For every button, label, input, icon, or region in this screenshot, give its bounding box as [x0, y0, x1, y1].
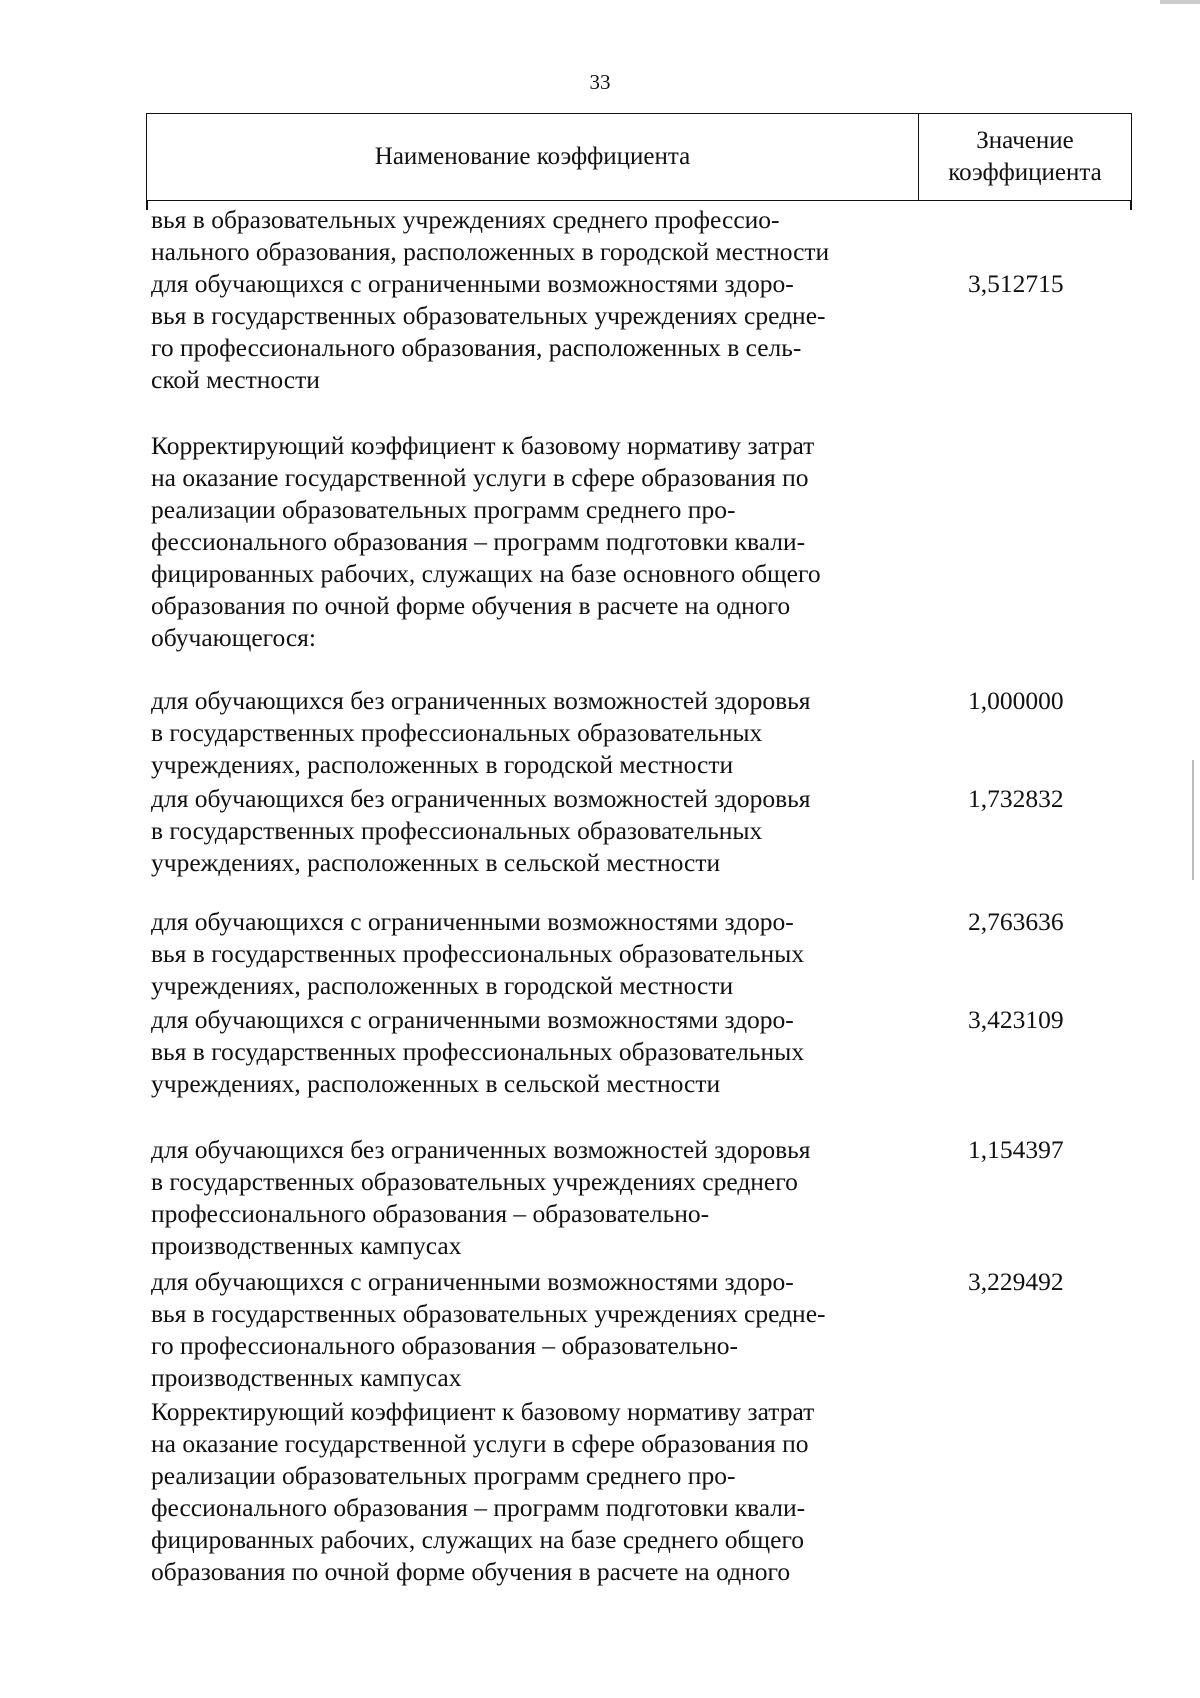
row-value: 3,229492	[968, 1267, 1064, 1296]
row-value: 3,423109	[968, 1005, 1064, 1034]
row-text: для обучающихся без ограниченных возможностей здоровья в государственных образовательных учреждениях среднего профессионального образования – образовательно- производственных кампусах	[151, 1135, 811, 1260]
header-name-cell: Наименование коэффициента	[147, 114, 919, 200]
row-value: 1,000000	[968, 686, 1064, 715]
header-value-cell	[919, 114, 1131, 200]
scan-edge-line	[1192, 760, 1194, 880]
row-text: Корректирующий коэффициент к базовому нормативу затрат на оказание государственной услуги в сфере образования по реализации образовательных программ среднего про- фессионального образования – программ подготовки квали- фицированных рабочих, служащих на базе основного общего образования по очной форме обучения в расчете на одного обучающегося:	[151, 431, 821, 652]
table-row	[151, 1266, 911, 1394]
row-value: 1,154397	[968, 1135, 1064, 1164]
table-row	[151, 906, 911, 1002]
table-row	[151, 1396, 911, 1588]
table-row	[151, 1004, 911, 1100]
table-row	[151, 204, 911, 268]
row-text: для обучающихся с ограниченными возможностями здоро- вья в государственных профессиональных образовательных учреждениях, расположенных в сельской местности	[151, 1005, 805, 1098]
table-row	[151, 268, 911, 396]
table-row	[151, 783, 911, 879]
row-text: для обучающихся с ограниченными возможностями здоро- вья в государственных профессиональных образовательных учреждениях, расположенных в городской местности	[151, 907, 805, 1000]
row-text: для обучающихся с ограниченными возможностями здоро- вья в государственных образовательных учреждениях средне- го профессионального образования, расположенных в сель- ской местности	[151, 269, 826, 394]
row-value: 3,512715	[968, 269, 1064, 298]
table-row	[151, 685, 911, 781]
row-value: 1,732832	[968, 784, 1064, 813]
header-value-label: Значение коэффициента	[948, 127, 1102, 186]
table-right-border	[1130, 200, 1132, 210]
table-header	[146, 113, 1132, 201]
row-text: для обучающихся без ограниченных возможностей здоровья в государственных профессиональных образовательных учреждениях, расположенных в сельской местности	[151, 784, 811, 877]
row-text: Корректирующий коэффициент к базовому нормативу затрат на оказание государственной услуги в сфере образования по реализации образовательных программ среднего про- фессионального образования – программ подготовки квали- фицированных рабочих, служащих на базе среднего общего образования по очной форме обучения в расчете на одного	[151, 1397, 815, 1586]
table-row	[151, 1134, 911, 1262]
row-text: для обучающихся без ограниченных возможностей здоровья в государственных профессиональных образовательных учреждениях, расположенных в городской местности	[151, 686, 811, 779]
page-number: 33	[589, 70, 611, 94]
row-text: для обучающихся с ограниченными возможностями здоро- вья в государственных образовательных учреждениях средне- го профессионального образования – образовательно- производственных кампусах	[151, 1267, 826, 1392]
row-text: вья в образовательных учреждениях среднего профессио- нального образования, расположенных в городской местности	[151, 205, 830, 266]
table-left-border	[146, 200, 148, 210]
row-value: 2,763636	[968, 907, 1064, 936]
scan-edge-mark	[1160, 0, 1200, 4]
table-row	[151, 430, 911, 654]
